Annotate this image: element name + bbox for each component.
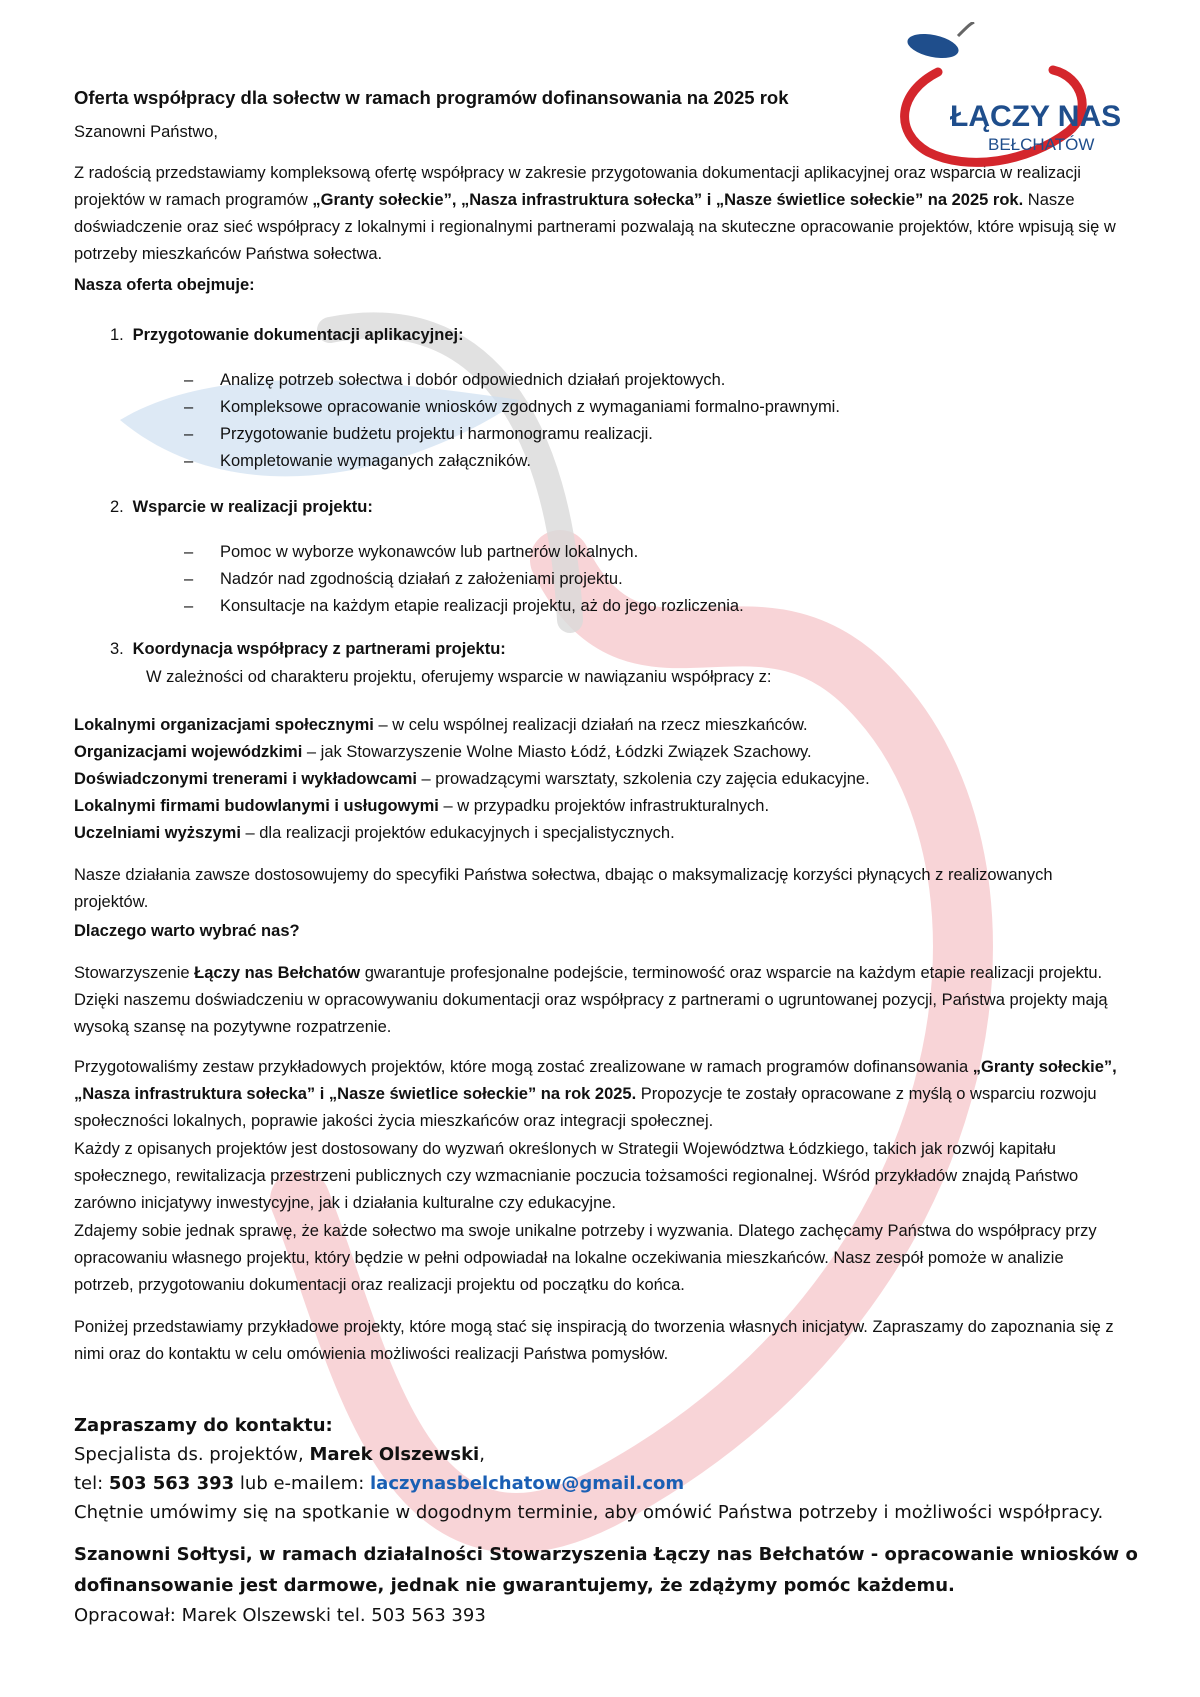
- section-heading-1: 1. Przygotowanie dokumentacji aplikacyjnej:: [110, 326, 464, 344]
- contact-specialist: Specjalista ds. projektów, Marek Olszewski,: [74, 1444, 485, 1465]
- document-page: ŁĄCZY NAS BEŁCHATÓW Oferta współpracy dla sołectw w ramach programów dofinansowania na 2025 rok Szanowni Państwo, Z radością przedstawiamy kompleksową ofertę współpracy w zakresie przygotowania dokumentacji aplikacyjnej oraz wsparcia w realizacji projektów w ramach programów „Granty sołeckie”, „Nasza infrastruktura sołecka” i „Nasze świetlice sołeckie” na 2025 rok. Nasze doświadczenie oraz sieć współpracy z lokalnymi i regionalnymi partnerami pozwalają na skuteczne opracowanie projektów, które wpisują się w potrzeby mieszkańców Państwa sołectwa. Nasza oferta obejmuje: 1. Przygotowanie dokumentacji aplikacyjnej: – Analizę potrzeb sołectwa i dobór odpowiednich działań projektowych. – Kompleksowe opracowanie wniosków zgodnych z wymaganiami formalno-prawnymi. – Przygotowanie budżetu projektu i harmonogramu realizacji. – Kompletowanie wymaganych załączników. 2. Wsparcie w realizacji projektu: – Pomoc w wyborze wykonawców lub partnerów lokalnych. – Nadzór nad zgodnością działań z założeniami projektu. – Konsultacje na każdym etapie realizacji projektu, aż do jego rozliczenia. 3. Koordynacja współpracy z partnerami projektu: W zależności od charakteru projektu, oferujemy wsparcie w nawiązaniu współpracy z: Lokalnymi organizacjami społecznymi – w celu wspólnej realizacji działań na rzecz mieszkańców. Organizacjami wojewódzkimi – jak Stowarzyszenie Wolne Miasto Łódź, Łódzki Związek Szachowy. Doświadczonymi trenerami i wykładowcami – prowadzącymi warsztaty, szkolenia czy zajęcia edukacyjne. Lokalnymi firmami budowlanymi i usługowymi – w przypadku projektów infrastrukturalnych. Uczelniami wyższymi – dla realizacji projektów edukacyjnych i specjalistycznych. Nasze działania zawsze dostosowujemy do specyfiki Państwa sołectwa, dbając o maksymalizację korzyści płynących z realizowanych projektów. Dlaczego warto wybrać nas? Stowarzyszenie Łączy nas Bełchatów gwarantuje profesjonalne podejście, terminowość oraz wsparcie na każdym etapie realizacji projektu. Dzięki naszemu doświadczeniu w opracowywaniu dokumentacji oraz współpracy z partnerami o ugruntowanej pozycji, Państwa projekty mają wysoką szansę na pozytywne rozpatrzenie. Przygotowaliśmy zestaw przykładowych projektów, które mogą zostać zrealizowane w ramach programów dofinansowania „Granty sołeckie”, „Nasza infrastruktura sołecka” i „Nasze świetlice sołeckie” na rok 2025. Propozycje te zostały opracowane z myślą o wsparciu rozwoju społeczności lokalnych, poprawie jakości życia mieszkańców oraz integracji społecznej. Każdy z opisanych projektów jest dostosowany do wyzwań określonych w Strategii Województwa Łódzkiego, takich jak rozwój kapitału społecznego, rewitalizacja przestrzeni publicznych czy wzmacnianie poczucia tożsamości regionalnej. Wśród przykładów znajdą Państwo zarówno inicjatywy inwestycyjne, jak i działania kulturalne czy edukacyjne. Zdajemy sobie jednak sprawę, że każde sołectwo ma swoje unikalne potrzeby i wyzwania. Dlatego zachęcamy Państwa do współpracy przy opracowaniu własnego projektu, który będzie w pełni odpowiadał na lokalne oczekiwania mieszkańców. Nasz zespół pomoże w analizie potrzeb, przygotowaniu dokumentacji oraz realizacji projektu od początku do końca. Poniżej przedstawiamy przykładowe projekty, które mogą stać się inspiracją do tworzenia własnych inicjatyw. Zapraszamy do zapoznania się z nimi oraz do kontaktu w celu omówienia możliwości realizacji Państwa pomysłów. Zapraszamy do kontaktu: Specjalista ds. projektów, Marek Olszewski, tel: 503 563 393 lub e-mailem: laczynasbelchatow@gmail.com Chętnie umówimy się na spotkanie w dogodnym terminie, aby omówić Państwa potrzeby i możliwości współpracy. Szanowni Sołtysi, w ramach działalności Stowarzyszenia Łączy nas Bełchatów - opracowanie wniosków o dofinansowanie jest darmowe, jednak nie gwarantujemy, że zdążymy pomóc każdemu. Opracował: Marek Olszewski tel. 503 563 393: [0, 0, 1200, 1697]
- laczy-nas-belchatow-logo: [878, 22, 1128, 172]
- adapt-paragraph: Nasze działania zawsze dostosowujemy do specyfiki Państwa sołectwa, dbając o maksymalizację korzyści płynących z realizowanych projektów.: [74, 866, 1053, 911]
- why-paragraph: Stowarzyszenie Łączy nas Bełchatów gwarantuje profesjonalne podejście, terminowość oraz wsparcie na każdym etapie realizacji projektu. Dzięki naszemu doświadczeniu w opracowywaniu dokumentacji oraz współpracy z partnerami o ugruntowanej pozycji, Państwa projekty mają wysoką szansę na pozytywne rozpatrzenie.: [74, 964, 1108, 1036]
- partner-line: Lokalnymi organizacjami społecznymi – w celu wspólnej realizacji działań na rzecz mieszkańców.: [74, 716, 808, 734]
- final-note-line-1: Szanowni Sołtysi, w ramach działalności Stowarzyszenia Łączy nas Bełchatów - opracowanie wniosków o: [74, 1544, 1138, 1565]
- document-title: Oferta współpracy dla sołectw w ramach programów dofinansowania na 2025 rok: [74, 87, 789, 108]
- intro-paragraph: Z radością przedstawiamy kompleksową ofertę współpracy w zakresie przygotowania dokumentacji aplikacyjnej oraz wsparcia w realizacji projektów w ramach programów „Granty sołeckie”, „Nasza infrastruktura sołecka” i „Nasze świetlice sołeckie” na 2025 rok. Nasze doświadczenie oraz sieć współpracy z lokalnymi i regionalnymi partnerami pozwalają na skuteczne opracowanie projektów, które wpisują się w potrzeby mieszkańców Państwa sołectwa.: [74, 164, 1116, 263]
- needs-paragraph: Zdajemy sobie jednak sprawę, że każde sołectwo ma swoje unikalne potrzeby i wyzwania. Dlatego zachęcamy Państwa do współpracy przy opracowaniu własnego projektu, który będzie w pełni odpowiadał na lokalne oczekiwania mieszkańców. Nasz zespół pomoże w analizie potrzeb, przygotowaniu dokumentacji oraz realizacji projektu od początku do końca.: [74, 1222, 1097, 1294]
- partner-line: Doświadczonymi trenerami i wykładowcami – prowadzącymi warsztaty, szkolenia czy zajęcia edukacyjne.: [74, 770, 870, 788]
- offer-heading: Nasza oferta obejmuje:: [74, 276, 255, 294]
- why-heading: Dlaczego warto wybrać nas?: [74, 922, 300, 940]
- section-heading-3: 3. Koordynacja współpracy z partnerami projektu:: [110, 640, 506, 658]
- partner-line: Organizacjami wojewódzkimi – jak Stowarzyszenie Wolne Miasto Łódź, Łódzki Związek Szachowy.: [74, 743, 812, 761]
- contact-meeting-note: Chętnie umówimy się na spotkanie w dogodnym terminie, aby omówić Państwa potrzeby i możliwości współpracy.: [74, 1502, 1104, 1523]
- email-link[interactable]: laczynasbelchatow@gmail.com: [370, 1473, 685, 1494]
- partner-line: Uczelniami wyższymi – dla realizacji projektów edukacyjnych i specjalistycznych.: [74, 824, 675, 842]
- section-heading-2: 2. Wsparcie w realizacji projektu:: [110, 498, 373, 516]
- contact-heading: Zapraszamy do kontaktu:: [74, 1415, 333, 1436]
- logo-text-city: BEŁCHATÓW: [988, 135, 1095, 154]
- final-note-line-2: dofinansowanie jest darmowe, jednak nie gwarantujemy, że zdążymy pomóc każdemu.: [74, 1575, 955, 1596]
- examples-paragraph: Poniżej przedstawiamy przykładowe projekty, które mogą stać się inspiracją do tworzenia własnych inicjatyw. Zapraszamy do zapoznania się z nimi oraz do kontaktu w celu omówienia możliwości realizacji Państwa pomysłów.: [74, 1318, 1114, 1363]
- greeting: Szanowni Państwo,: [74, 123, 218, 141]
- contact-phone-email: tel: 503 563 393 lub e-mailem: laczynasbelchatow@gmail.com: [74, 1473, 685, 1494]
- phone-number: 503 563 393: [108, 1473, 235, 1494]
- prepared-paragraph: Przygotowaliśmy zestaw przykładowych projektów, które mogą zostać zrealizowane w ramach programów dofinansowania „Granty sołeckie”, „Nasza infrastruktura sołecka” i „Nasze świetlice sołeckie” na rok 2025. Propozycje te zostały opracowane z myślą o wsparciu rozwoju społeczności lokalnych, poprawie jakości życia mieszkańców oraz integracji społecznej.: [74, 1058, 1117, 1130]
- logo-text-main: ŁĄCZY NAS: [950, 100, 1122, 133]
- partner-line: Lokalnymi firmami budowlanymi i usługowymi – w przypadku projektów infrastrukturalnych.: [74, 797, 770, 815]
- strategy-paragraph: Każdy z opisanych projektów jest dostosowany do wyzwań określonych w Strategii Województwa Łódzkiego, takich jak rozwój kapitału społecznego, rewitalizacja przestrzeni publicznych czy wzmacnianie poczucia tożsamości regionalnej. Wśród przykładów znajdą Państwo zarówno inicjatywy inwestycyjne, jak i działania kulturalne czy edukacyjne.: [74, 1140, 1079, 1212]
- author-line: Opracował: Marek Olszewski tel. 503 563 393: [74, 1605, 486, 1626]
- section-3-intro: W zależności od charakteru projektu, oferujemy wsparcie w nawiązaniu współpracy z:: [146, 668, 772, 686]
